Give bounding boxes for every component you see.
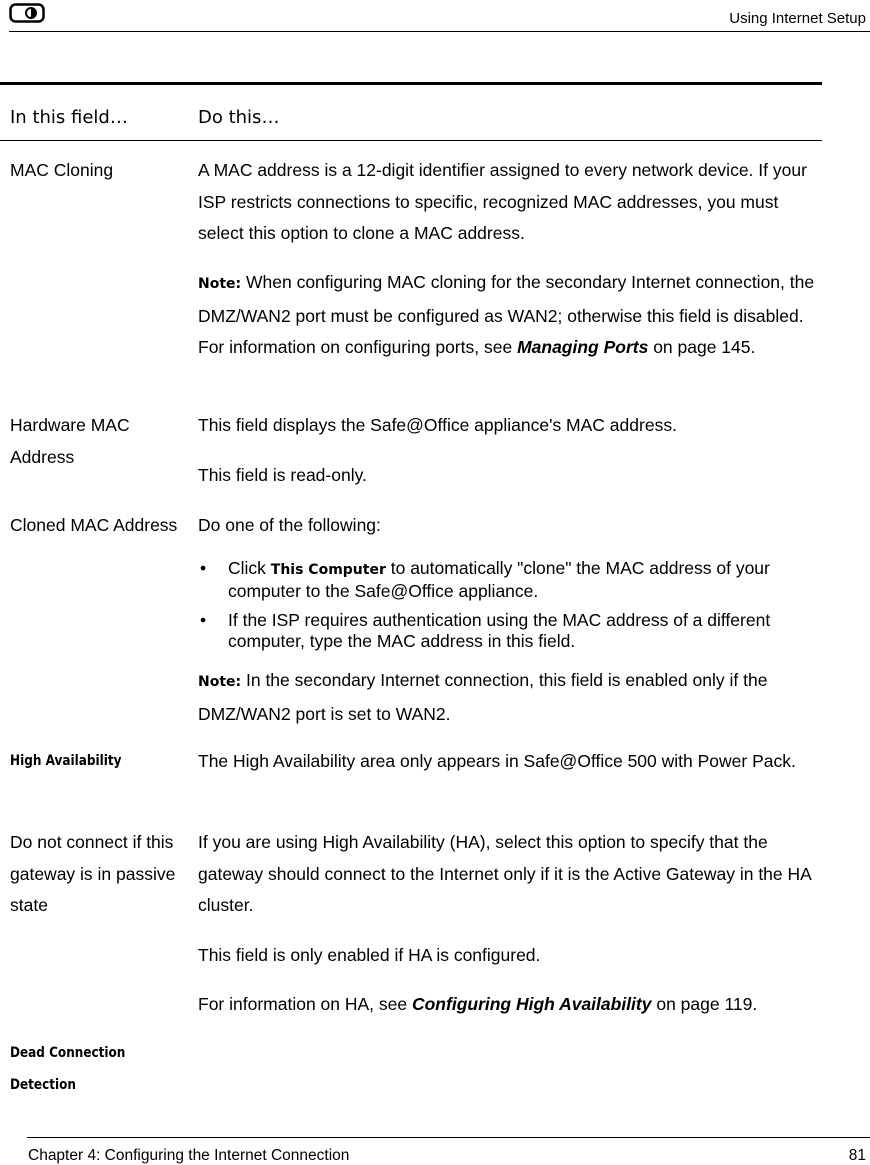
bullet-text: If the ISP requires authentication using the MAC address of a different computer, type the MAC address in this field. bbox=[228, 610, 771, 651]
page-number: 81 bbox=[848, 1147, 866, 1164]
xref-pre: For information on HA, see bbox=[198, 994, 412, 1014]
list-item bbox=[198, 558, 798, 602]
section-label-dead-connection: Dead Connection bbox=[10, 1045, 126, 1061]
xref-post: on page 119. bbox=[651, 994, 758, 1014]
section-label-dead-connection-2: Detection bbox=[10, 1077, 76, 1093]
field-desc-ha-xref bbox=[198, 989, 820, 1021]
running-header-title: Using Internet Setup bbox=[729, 10, 866, 27]
section-label-high-availability: High Availability bbox=[10, 753, 122, 769]
note-cloned-mac bbox=[198, 665, 820, 730]
field-desc-hardware-mac: This field displays the Safe@Office appliance's MAC address. bbox=[198, 415, 677, 435]
header-rule bbox=[9, 31, 870, 32]
footer-chapter: Chapter 4: Configuring the Internet Connection bbox=[28, 1147, 350, 1164]
ui-name-this-computer: This Computer bbox=[270, 562, 386, 578]
bullet-icon: • bbox=[200, 558, 207, 578]
note-tail: on page 145. bbox=[648, 337, 756, 357]
bullet-icon: • bbox=[200, 610, 207, 630]
field-label-hardware-mac: Hardware MAC Address bbox=[10, 415, 130, 467]
note-text: In the secondary Internet connection, this field is enabled only if the DMZ/WAN2 port is set to WAN2. bbox=[198, 670, 768, 724]
field-desc-high-availability: The High Availability area only appears in Safe@Office 500 with Power Pack. bbox=[198, 751, 796, 771]
note-mac-cloning bbox=[198, 267, 820, 364]
field-desc-mac-cloning: A MAC address is a 12-digit identifier assigned to every network device. If your ISP restricts connections to specific, recognized MAC addresses, you must select this option to clone a MAC address. bbox=[198, 160, 807, 243]
field-label-do-not-connect: Do not connect if this gateway is in passive state bbox=[10, 832, 176, 915]
table-top-rule bbox=[0, 82, 822, 85]
note-label: Note: bbox=[198, 674, 242, 690]
field-desc-hardware-mac-readonly: This field is read-only. bbox=[198, 465, 367, 485]
list-item bbox=[198, 610, 798, 652]
note-label: Note: bbox=[198, 276, 242, 292]
footer-rule bbox=[27, 1137, 870, 1138]
field-label-cloned-mac: Cloned MAC Address bbox=[10, 515, 178, 535]
field-desc-cloned-mac: Do one of the following: bbox=[198, 515, 381, 535]
xref-managing-ports[interactable]: Managing Ports bbox=[517, 337, 649, 357]
note-text: When configuring MAC cloning for the secondary Internet connection, the DMZ/WAN2 port must be configured as WAN2; otherwise this field is disabled. For information on configuring ports, see bbox=[198, 272, 815, 357]
field-label-mac-cloning: MAC Cloning bbox=[10, 160, 114, 180]
column-header-action: Do this… bbox=[198, 107, 280, 128]
bullet-list bbox=[198, 558, 798, 660]
field-desc-ha-configured: This field is only enabled if HA is configured. bbox=[198, 945, 541, 965]
table-header-rule bbox=[0, 140, 822, 141]
column-header-field: In this field… bbox=[10, 107, 128, 128]
bullet-text: to automatically "clone" the MAC address of your computer to the Safe@Office appliance. bbox=[228, 558, 770, 601]
bullet-text: Click bbox=[228, 558, 271, 578]
xref-configuring-high-availability[interactable]: Configuring High Availability bbox=[411, 994, 652, 1014]
safe-office-logo-icon bbox=[9, 3, 45, 23]
field-desc-do-not-connect: If you are using High Availability (HA), select this option to specify that the gateway should connect to the Internet only if it is the Active Gateway in the HA cluster. bbox=[198, 832, 811, 915]
